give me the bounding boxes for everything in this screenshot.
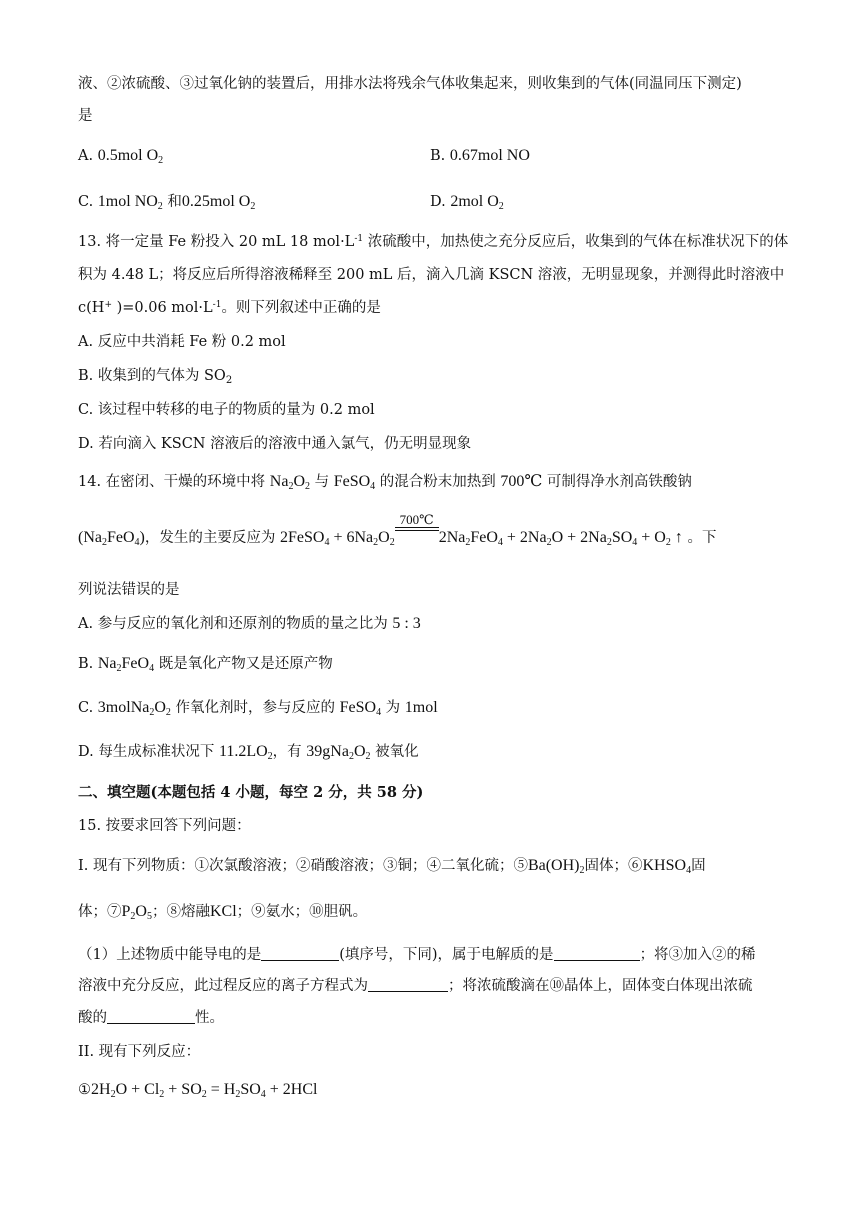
q12-option-a[interactable]: A. 0.5mol $O_2$ (78, 147, 164, 166)
q13-option-d[interactable]: D. 若向滴入 KSCN 溶液后的溶液中通入氯气，仍无明显现象 (78, 436, 472, 452)
answer-blank-3[interactable] (368, 977, 448, 992)
q14-option-a[interactable]: A. 参与反应的氧化剂和还原剂的物质的量之比为 5 : 3 (78, 615, 421, 632)
q14-option-b[interactable]: B. $Na_2FeO_4$ 既是氧化产物又是还原产物 (78, 655, 333, 674)
q15-part1-line2: 体；$⑦P_2O_5$；⑧熔融KCl；⑨氨水；⑩胆矾。 (78, 903, 368, 922)
q15-reaction-1: $①2H_2O + Cl_2 + SO_2 = H_2SO_4 + 2HCl$ (78, 1081, 318, 1100)
reaction-condition: 700℃ (395, 528, 439, 548)
section-2-heading: 二、填空题(本题包括 4 小题，每空 2 分，共 58 分) (78, 784, 424, 801)
q13-stem-line1: 13. 将一定量 Fe 粉投入 20 mL 18 $mol\cdot L^{-1}$ 浓硫酸中，加热使之充分反应后，收集到的气体在标准状况下的体 (78, 234, 789, 250)
answer-blank-4[interactable] (107, 1009, 195, 1024)
q15-sub1-line2: 溶液中充分反应，此过程反应的离子方程式为 ；将浓硫酸滴在⑩晶体上，固体变白体现出浓硫 (78, 978, 753, 994)
q12-option-d[interactable]: D. 2mol $O_2$ (430, 193, 504, 212)
q13-option-c[interactable]: C. 该过程中转移的电子的物质的量为 0.2 mol (78, 402, 375, 418)
q12-line1: 液、②浓硫酸、③过氧化钠的装置后，用排水法将残余气体收集起来，则收集到的气体(同温同压下测定) (78, 76, 742, 92)
answer-blank-2[interactable] (554, 946, 640, 961)
q13-stem-line2: 积为 4.48 L；将反应后所得溶液稀释至 200 mL 后，滴入几滴 KSCN 溶液，无明显现象，并测得此时溶液中 (78, 267, 785, 283)
q13-option-a[interactable]: A. 反应中共消耗 Fe 粉 0.2 mol (78, 334, 286, 350)
q12-line2: 是 (78, 108, 93, 124)
q13-stem-line3: c(H+ )=0.06 $mol\cdot L^{-1}$。则下列叙述中正确的是 (78, 300, 381, 316)
q15-sub1-line1: （1）上述物质中能导电的是 (填序号，下同)，属于电解质的是 ；将③加入②的稀 (78, 947, 756, 963)
q14-stem-line1: 14. 在密闭、干燥的环境中将 $Na_2O_2$ 与 FeSO$_4$ 的混合粉末加热到 700℃ 可制得净水剂高铁酸钠 (78, 473, 692, 492)
q12-option-b[interactable]: B. 0.67mol NO (430, 147, 530, 164)
q15-title: 15. 按要求回答下列问题： (78, 818, 251, 834)
answer-blank-1[interactable] (261, 946, 339, 961)
q14-option-d[interactable]: D. 每生成标准状况下 $11.2LO_2$，有 $39gNa_2O_2$ 被氧化 (78, 743, 419, 762)
q14-stem-line2: $(Na_2FeO_4)$，发生的主要反应为 2FeSO$_4$ + $6Na_2O_2$ 700℃ $2Na_2FeO_4 + 2Na_2O + 2Na_2SO_4 + O_2$ ↑ 。下 (78, 512, 717, 548)
q14-option-c[interactable]: C. $3molNa_2O_2$ 作氧化剂时，参与反应的 FeSO$_4$ 为 1mol (78, 699, 438, 718)
q15-part1-line1: I. 现有下列物质：①次氯酸溶液；②硝酸溶液；③铜；④二氧化硫；$⑤Ba(OH)_2$固体；$⑥KHSO_4$固 (78, 857, 706, 876)
q14-stem-line3: 列说法错误的是 (78, 582, 180, 598)
q12-option-c[interactable]: C. 1mol $NO_2$ 和0.25mol $O_2$ (78, 193, 256, 212)
q15-part2-heading: II. 现有下列反应： (78, 1044, 201, 1060)
q13-option-b[interactable]: B. 收集到的气体为 $SO_2$ (78, 368, 233, 386)
q15-sub1-line3: 酸的 性。 (78, 1010, 224, 1026)
